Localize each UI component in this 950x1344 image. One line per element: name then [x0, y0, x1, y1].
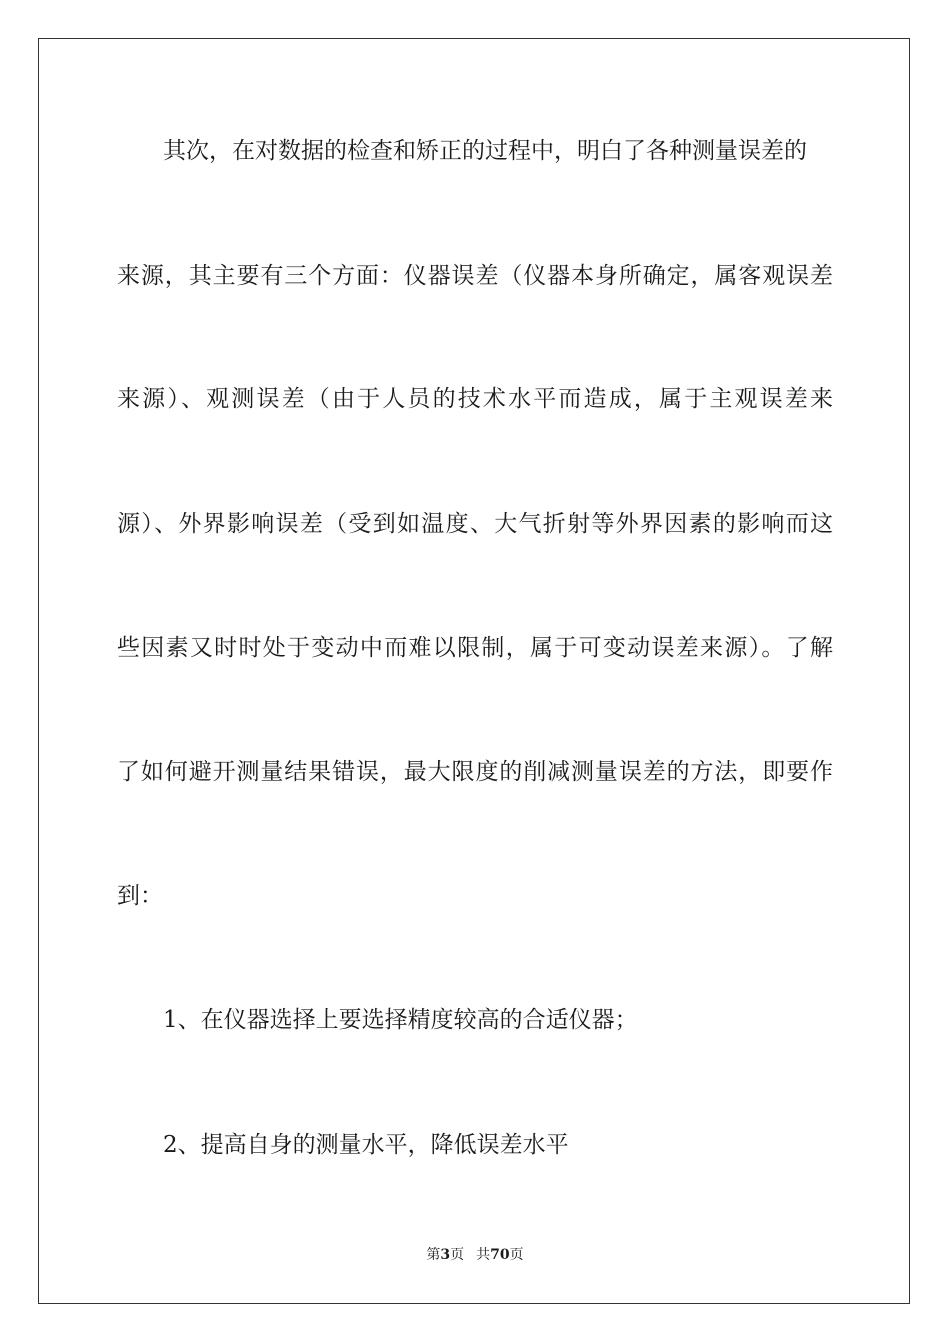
total-suffix: 页 — [509, 1247, 524, 1263]
page-total-number: 70 — [490, 1247, 510, 1263]
page-suffix: 页 — [450, 1247, 465, 1263]
page-current-number: 3 — [440, 1247, 451, 1263]
paragraph-line: 到： — [117, 883, 163, 909]
paragraph-line: 源）、外界影响误差（受到如温度、大气折射等外界因素的影响而这 — [117, 511, 833, 537]
page-footer — [0, 1245, 950, 1265]
paragraph-line: 些因素又时时处于变动中而难以限制，属于可变动误差来源）。了解 — [117, 635, 833, 661]
paragraph-line: 来源，其主要有三个方面：仪器误差（仪器本身所确定，属客观误差 — [117, 263, 833, 289]
page-border — [38, 38, 910, 1304]
paragraph-line: 来源）、观测误差（由于人员的技术水平而造成，属于主观误差来 — [117, 386, 833, 412]
page-prefix: 第 — [426, 1247, 441, 1263]
list-item: 1、在仪器选择上要选择精度较高的合适仪器； — [163, 1007, 638, 1033]
paragraph-line: 其次，在对数据的检查和矫正的过程中，明白了各种测量误差的 — [163, 138, 807, 164]
list-item: 2、提高自身的测量水平，降低误差水平 — [163, 1132, 569, 1158]
total-prefix: 共 — [476, 1247, 491, 1263]
paragraph-line: 了如何避开测量结果错误，最大限度的削减测量误差的方法，即要作 — [117, 759, 833, 785]
